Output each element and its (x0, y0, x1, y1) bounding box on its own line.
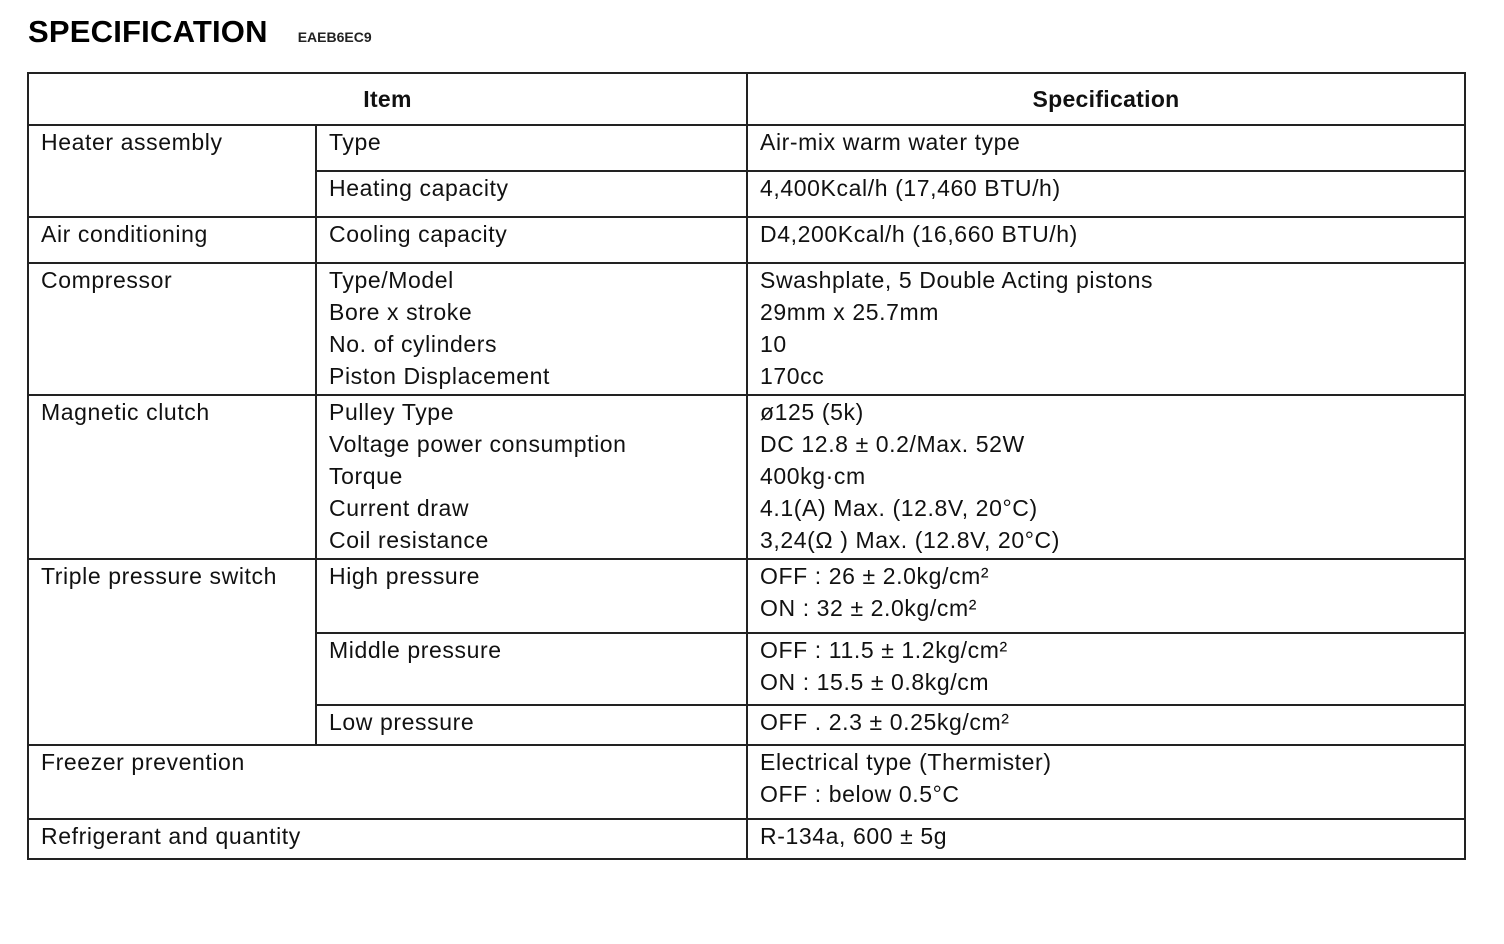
spec-value: 29mm x 25.7mm (760, 299, 940, 325)
table-row (28, 745, 1465, 819)
item-heater-assembly: Heater assembly (28, 125, 316, 217)
spec-value: 4,400Kcal/h (17,460 BTU/h) (747, 171, 1465, 217)
sub-item-label: Coil resistance (329, 527, 489, 553)
sub-item-label: Bore x stroke (329, 299, 473, 325)
spec-value: D4,200Kcal/h (16,660 BTU/h) (747, 217, 1465, 263)
sub-item-label: No. of cylinders (329, 331, 498, 357)
spec-values (747, 559, 1465, 633)
table-row (28, 559, 1465, 633)
sub-item-label: Voltage power consumption (329, 431, 627, 457)
header-item: Item (28, 73, 747, 125)
spec-value: ON : 15.5 ± 0.8kg/cm (760, 669, 990, 695)
table-row (28, 125, 1465, 171)
table-row (28, 217, 1465, 263)
spec-value: OFF : below 0.5°C (760, 781, 960, 807)
table-row (28, 819, 1465, 859)
sub-item-label: Current draw (329, 495, 470, 521)
sub-item-label: Heating capacity (316, 171, 747, 217)
table-row (28, 395, 1465, 559)
sub-item-labels (316, 263, 747, 395)
item-freezer-prevention: Freezer prevention (28, 745, 747, 819)
spec-value: Electrical type (Thermister) (760, 749, 1052, 775)
spec-values (747, 395, 1465, 559)
spec-value: ON : 32 ± 2.0kg/cm² (760, 595, 978, 621)
spec-value: OFF . 2.3 ± 0.25kg/cm² (760, 709, 1010, 735)
spec-values (747, 705, 1465, 745)
sub-item-label: Low pressure (316, 705, 747, 745)
page-title: SPECIFICATION (28, 14, 268, 49)
spec-value: R-134a, 600 ± 5g (747, 819, 1465, 859)
sub-item-label: High pressure (316, 559, 747, 633)
sub-item-label: Torque (329, 463, 403, 489)
sub-item-label: Cooling capacity (316, 217, 747, 263)
spec-value: 3,24(Ω ) Max. (12.8V, 20°C) (760, 527, 1060, 553)
item-air-conditioning: Air conditioning (28, 217, 316, 263)
item-compressor: Compressor (28, 263, 316, 395)
header-specification: Specification (747, 73, 1465, 125)
spec-value: DC 12.8 ± 0.2/Max. 52W (760, 431, 1025, 457)
spec-value: Air-mix warm water type (747, 125, 1465, 171)
spec-values (747, 745, 1465, 819)
sub-item-label: Pulley Type (329, 399, 455, 425)
spec-value: 170cc (760, 363, 825, 389)
spec-value: 400kg·cm (760, 463, 866, 489)
spec-value: 4.1(A) Max. (12.8V, 20°C) (760, 495, 1038, 521)
item-magnetic-clutch: Magnetic clutch (28, 395, 316, 559)
sub-item-label: Middle pressure (316, 633, 747, 705)
sub-item-label: Type (316, 125, 747, 171)
spec-values (747, 263, 1465, 395)
spec-value: Swashplate, 5 Double Acting pistons (760, 267, 1154, 293)
table-row (28, 263, 1465, 395)
spec-values (747, 633, 1465, 705)
spec-value: ø125 (5k) (760, 399, 864, 425)
spec-value: 10 (760, 331, 787, 357)
document-code: EAEB6EC9 (297, 29, 372, 45)
sub-item-label: Piston Displacement (329, 363, 551, 389)
spec-value: OFF : 11.5 ± 1.2kg/cm² (760, 637, 1008, 663)
item-refrigerant: Refrigerant and quantity (28, 819, 747, 859)
item-triple-pressure-switch: Triple pressure switch (28, 559, 316, 745)
specification-table (27, 72, 1466, 860)
sub-item-label: Type/Model (329, 267, 454, 293)
table-header-row (28, 73, 1465, 125)
document-header (28, 14, 372, 50)
spec-value: OFF : 26 ± 2.0kg/cm² (760, 563, 990, 589)
sub-item-labels (316, 395, 747, 559)
